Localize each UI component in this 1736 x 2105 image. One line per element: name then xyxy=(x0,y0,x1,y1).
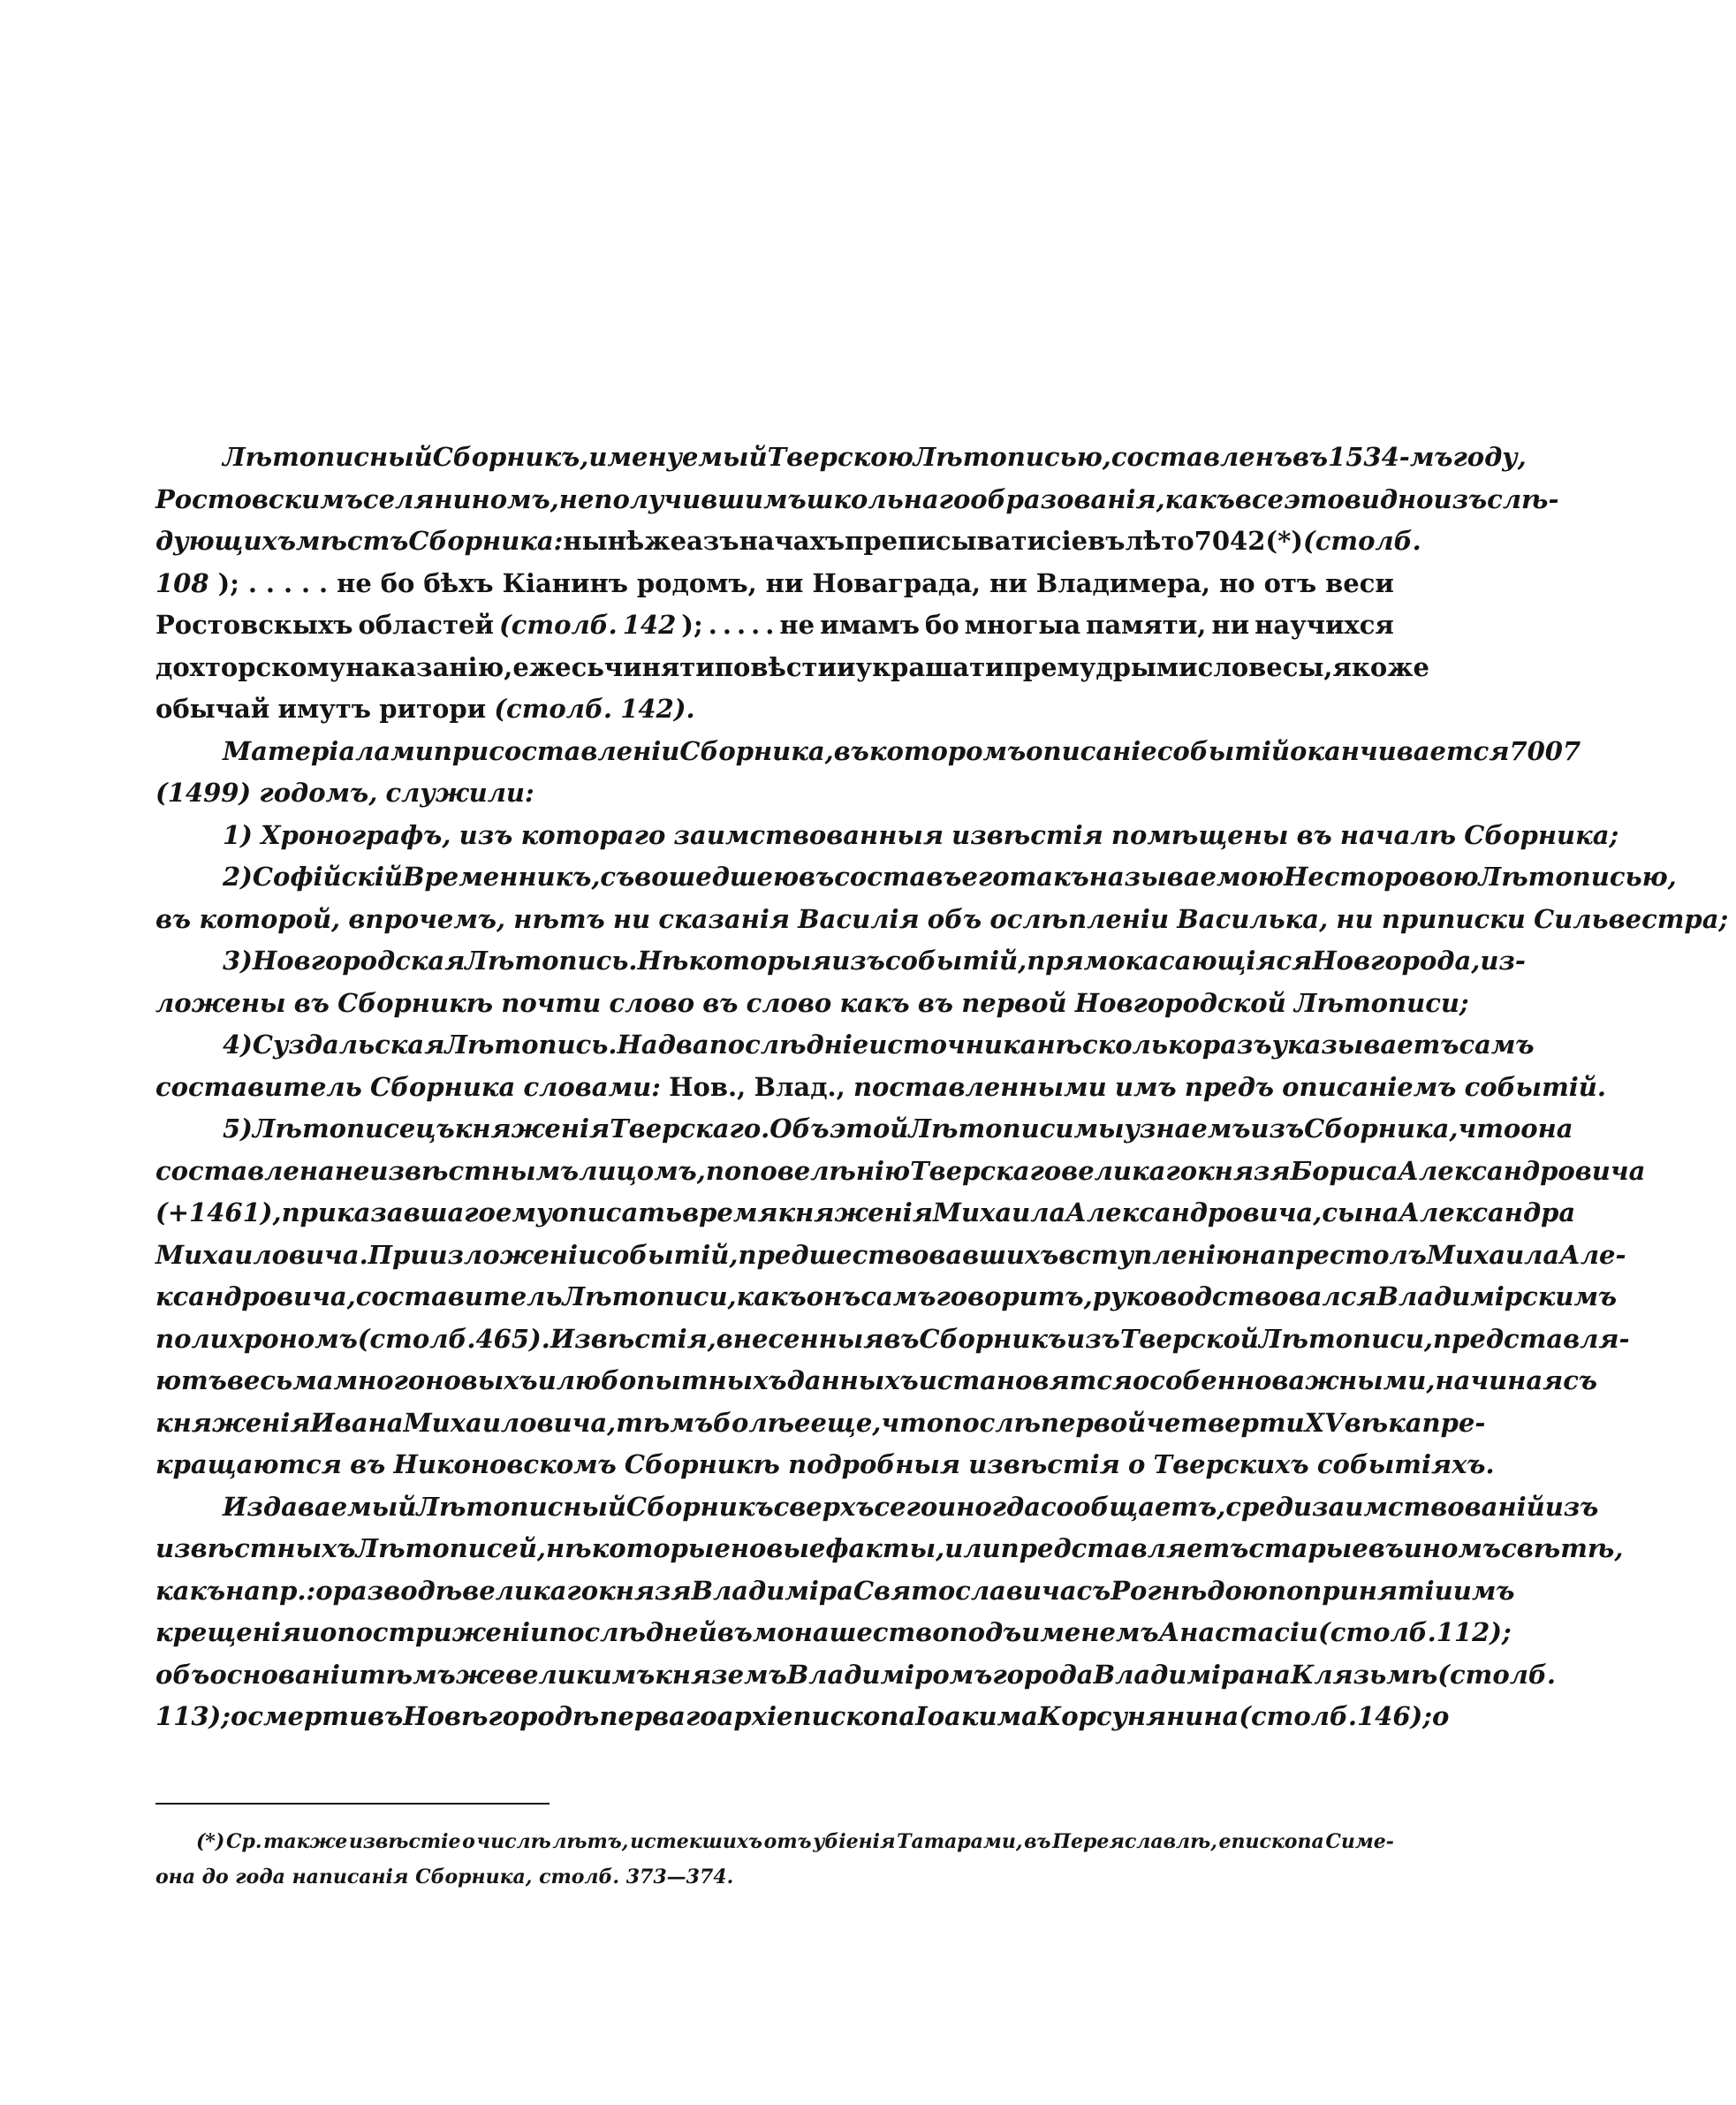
text-line: полихрономъ (столб. 465). Извѣстія, внесенныя въ Сборникъ изъ Тверской Лѣтописи, представля- xyxy=(155,1323,1630,1354)
text-line: кращаются въ Никоновскомъ Сборникѣ подробныя извѣстія о Тверскихъ событіяхъ. xyxy=(155,1449,1495,1479)
footnote-line: (*) Ср. также извѣстіе о числѣ лѣтъ, истекшихъ отъ убіенія Татарами, въ Переяславлѣ, епископа Симе- xyxy=(196,1830,1394,1853)
text-line: княженія Ивана Михаиловича, тѣмъ болѣе еще, что послѣ первой четверти XV вѣка пре- xyxy=(155,1407,1486,1438)
text-line: 4) Суздальская Лѣтопись. На два послѣдніе источника нѣсколько разъ указываетъ самъ xyxy=(223,1030,1535,1060)
text-line: обычай имутъ ритори (столб. 142). xyxy=(155,694,695,724)
footnote-line: она до года написанія Сборника, столб. 373—374. xyxy=(155,1866,734,1888)
text-line: 2) Софійскій Временникъ, съ вошедшею въ составъ его такъ называемою Несторовою Лѣтописью, xyxy=(223,862,1677,892)
text-line: 108 ); . . . . . не бо бѣхъ Кіанинъ родомъ, ни Новаграда, ни Владимера, но отъ веси xyxy=(155,567,1394,598)
text-line: 113); о смерти въ Новѣгородѣ перваго архіепископа Іоакима Корсунянина (столб. 146); о xyxy=(155,1701,1450,1731)
text-line: Михаиловича. При изложеніи событій, предшествовавшихъ вступленію на престолъ Михаила Але- xyxy=(155,1239,1626,1270)
text-line: Ростовскимъ селяниномъ, не получившимъ школьнаго образованія, какъ все это видно изъ слѣ- xyxy=(155,483,1559,514)
text-line: въ которой, впрочемъ, нѣтъ ни сказанія Василія объ ослѣпленіи Василька, ни приписки Сильвестра; xyxy=(155,903,1729,934)
text-line: 3) Новгородская Лѣтопись. Нѣкоторыя изъ событій, прямо касающіяся Новгорода, из- xyxy=(223,946,1526,976)
text-line: извѣстныхъ Лѣтописей, нѣкоторые новые факты, или представляетъ старые въ иномъ свѣтѣ, xyxy=(155,1533,1624,1563)
text-line: ксандровича, составитель Лѣтописи, какъ онъ самъ говоритъ, руководствовался Владимірскимъ xyxy=(155,1281,1618,1311)
text-line: составитель Сборника словами: Нов., Влад., поставленными имъ предъ описаніемъ событій. xyxy=(155,1071,1606,1102)
footnote-rule xyxy=(155,1803,550,1805)
text-line: дующихъ мѣстъ Сборника: нынѣ же азъ начахъ преписывати сіе въ лѣто 7042 (*) (столб. xyxy=(155,526,1421,556)
text-line: объ основаніи тѣмъ же великимъ княземъ Владиміромъ города Владиміра на Клязьмѣ (столб. xyxy=(155,1659,1556,1690)
text-line: Издаваемый Лѣтописный Сборникъ сверхъ сего иногда сообщаетъ, среди заимствованій изъ xyxy=(223,1491,1599,1522)
paragraph-p7 xyxy=(155,1108,1646,1486)
text-line: ложены въ Сборникѣ почти слово въ слово какъ въ первой Новгородской Лѣтописи; xyxy=(155,987,1469,1018)
body-text xyxy=(155,437,1729,1738)
text-line: 1) Хронографъ, изъ котораго заимствованныя извѣстія помѣщены въ началѣ Сборника; xyxy=(223,819,1619,850)
text-line: Матеріалами при составленіи Сборника, въ которомъ описаніе событій оканчивается 7007 xyxy=(223,735,1581,766)
text-line: какъ напр.: о разводѣ великаго князя Владиміра Святославича съ Рогнѣдою по принятіи имъ xyxy=(155,1575,1515,1606)
paragraph-p5 xyxy=(155,940,1526,1024)
text-line: дохторскому наказанію, еже сьчиняти повѣсти и украшати премудрыми словесы, якоже xyxy=(155,651,1429,682)
text-line: (1499) годомъ, служили: xyxy=(155,778,534,808)
text-line: 5) Лѣтописецъ княженія Тверскаго. Объ этой Лѣтописи мы узнаемъ изъ Сборника, что она xyxy=(223,1113,1573,1144)
paragraph-p8 xyxy=(155,1486,1624,1738)
paragraph-p6 xyxy=(155,1024,1606,1108)
text-line: (+ 1461), приказавшаго ему описать время княженія Михаила Александровича, сына Александра xyxy=(155,1197,1576,1227)
footnote xyxy=(155,1824,1394,1895)
text-line: крещенія и о постриженіи послѣдней въ монашество подъ именемъ Анастасіи (столб. 112); xyxy=(155,1617,1512,1647)
paragraph-p1 xyxy=(155,437,1559,731)
text-line: Ростовскыхъ областей (столб. 142 ); . . . . . не имамъ бо многыа памяти, ни научихся xyxy=(155,610,1394,640)
paragraph-p2 xyxy=(155,731,1581,815)
text-line: ютъ весьма много новыхъ и любопытныхъ данныхъ и становятся особенно важными, начиная съ xyxy=(155,1365,1597,1395)
text-line: Лѣтописный Сборникъ, именуемый Тверскою Лѣтописью, составленъ въ 1534-мъ году, xyxy=(223,442,1527,472)
paragraph-p4 xyxy=(155,856,1729,940)
paragraph-p3 xyxy=(155,815,1619,857)
text-line: составлена неизвѣстнымъ лицомъ, по повелѣнію Тверскаго великаго князя Бориса Александровича xyxy=(155,1155,1646,1186)
